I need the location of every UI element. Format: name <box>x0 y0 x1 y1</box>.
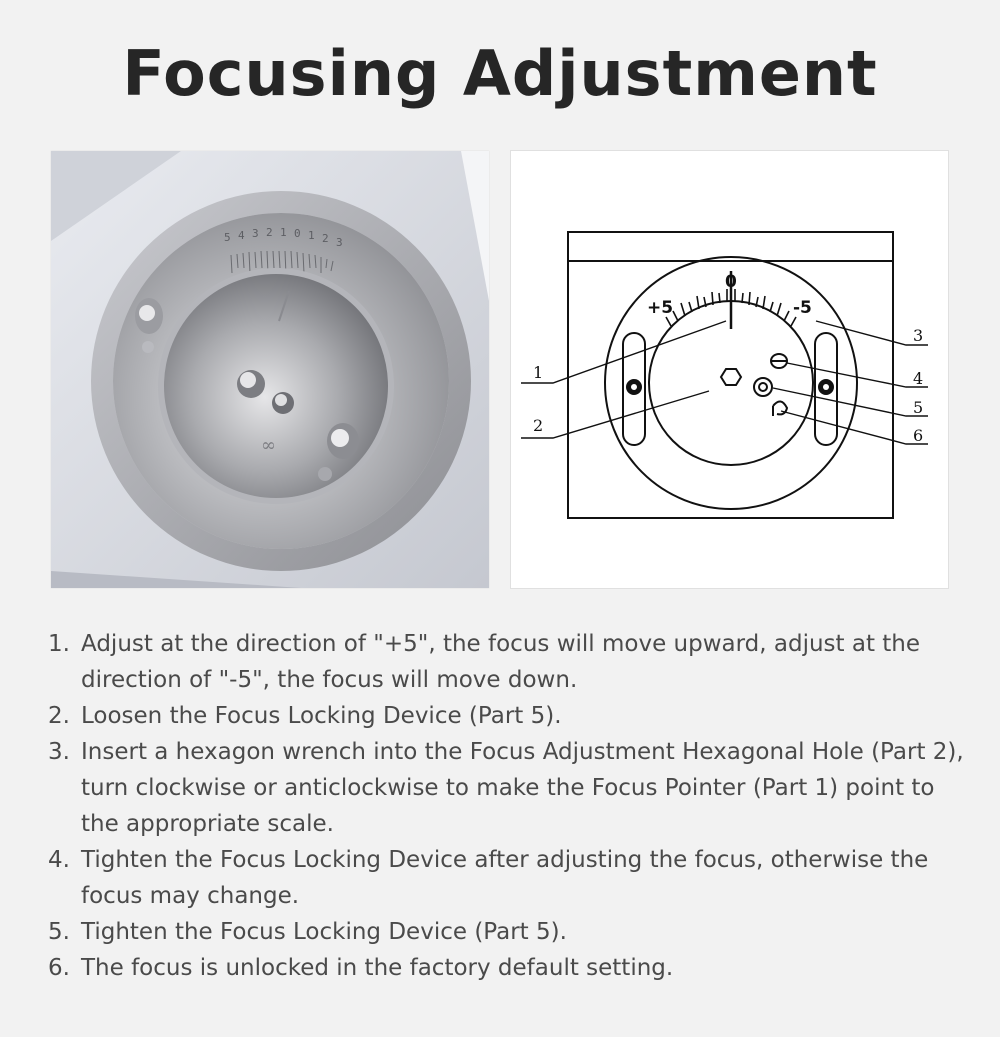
scale-plus-label: +5 <box>647 298 674 318</box>
list-item <box>48 950 968 986</box>
callout-3: 3 <box>913 326 924 345</box>
list-item <box>48 626 968 698</box>
callout-4: 4 <box>913 369 924 388</box>
step-text: The focus is unlocked in the factory default setting. <box>81 955 674 981</box>
list-item <box>48 698 968 734</box>
step-number: 5. <box>48 919 70 945</box>
list-item <box>48 734 968 842</box>
list-item <box>48 842 968 914</box>
callout-1: 1 <box>533 363 544 382</box>
scale-zero-label: 0 <box>725 272 737 292</box>
svg-text:1: 1 <box>280 226 287 239</box>
callout-2: 2 <box>533 416 544 435</box>
focus-dial-photo-illustration <box>51 151 489 588</box>
svg-text:2: 2 <box>322 232 329 245</box>
step-text: Loosen the Focus Locking Device (Part 5). <box>81 703 562 729</box>
focus-dial-schematic <box>511 151 948 588</box>
hex-hole <box>721 369 741 385</box>
step-number: 4. <box>48 847 70 873</box>
step-number: 6. <box>48 955 70 981</box>
focus-dial-photo <box>51 151 489 588</box>
step-number: 2. <box>48 703 70 729</box>
step-number: 1. <box>48 631 70 657</box>
step-number: 3. <box>48 739 70 765</box>
svg-text:3: 3 <box>252 227 259 240</box>
svg-text:3: 3 <box>336 236 343 249</box>
step-text: Insert a hexagon wrench into the Focus Adjustment Hexagonal Hole (Part 2), turn clockwise or anticlockwise to make the Focus Pointer (Part 1) point to the appropriate scale. <box>81 739 964 837</box>
svg-text:1: 1 <box>308 229 315 242</box>
svg-text:0: 0 <box>294 227 301 240</box>
step-text: Adjust at the direction of "+5", the focus will move upward, adjust at the direction of "-5", the focus will move down. <box>81 631 921 693</box>
focus-dial-diagram <box>511 151 948 588</box>
engraved-symbol: ∞ <box>261 435 276 456</box>
callout-5: 5 <box>913 398 924 417</box>
svg-text:2: 2 <box>266 226 273 239</box>
page-title: Focusing Adjustment <box>122 37 878 110</box>
svg-text:5: 5 <box>224 231 231 244</box>
svg-text:4: 4 <box>238 229 245 242</box>
locking-device <box>754 378 772 396</box>
step-text: Tighten the Focus Locking Device after adjusting the focus, otherwise the focus may change. <box>81 847 929 909</box>
list-item <box>48 914 968 950</box>
scale-minus-label: -5 <box>793 298 812 318</box>
callout-6: 6 <box>913 426 924 445</box>
step-text: Tighten the Focus Locking Device (Part 5). <box>81 919 567 945</box>
instruction-list <box>48 626 968 986</box>
